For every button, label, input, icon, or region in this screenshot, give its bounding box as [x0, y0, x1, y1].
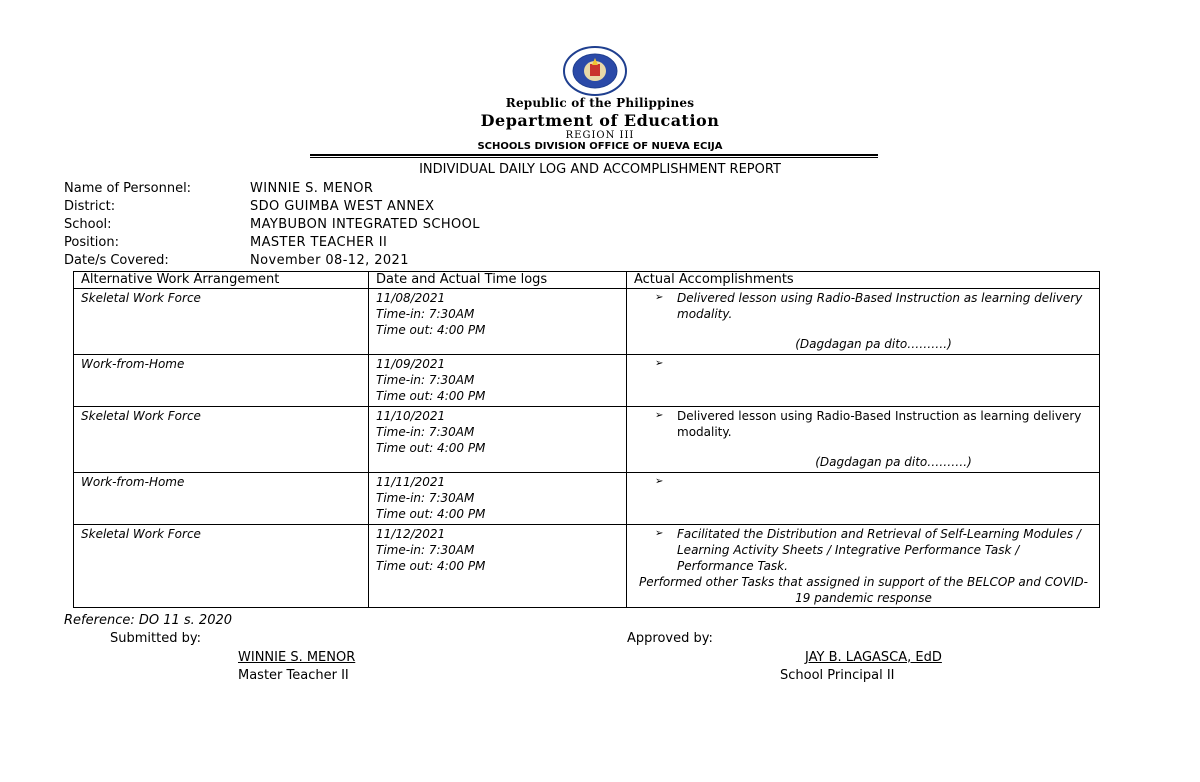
arrangement-cell: Work-from-Home	[74, 355, 369, 407]
accomplishment-cell	[627, 407, 1100, 473]
submitted-name: WINNIE S. MENOR	[238, 650, 356, 665]
time-out: Time out: 4:00 PM	[376, 323, 486, 337]
time-out: Time out: 4:00 PM	[376, 389, 486, 403]
time-in: Time-in: 7:30AM	[376, 373, 475, 387]
time-in: Time-in: 7:30AM	[376, 543, 475, 557]
accomplishment-text: Delivered lesson using Radio-Based Instruction as learning delivery modality.	[677, 409, 1082, 439]
name-value: WINNIE S. MENOR	[250, 181, 374, 196]
table-row	[74, 473, 1100, 525]
arrow-bullet-icon: ➢	[655, 358, 664, 369]
deped-seal-logo	[562, 46, 628, 96]
table-row	[74, 407, 1100, 473]
header-accomplishments: Actual Accomplishments	[627, 272, 1100, 289]
accomplishment-text: Facilitated the Distribution and Retrieval of Self-Learning Modules / Learning Activity Sheets / Integrative Performance Task / Performance Task.	[677, 527, 1081, 573]
list-item	[655, 356, 1092, 372]
date-value: 11/12/2021	[376, 527, 446, 541]
date-cell	[369, 525, 627, 608]
time-in: Time-in: 7:30AM	[376, 307, 475, 321]
school-label: School:	[64, 217, 112, 232]
arrangement-cell: Skeletal Work Force	[74, 525, 369, 608]
accomplishment-note: (Dagdagan pa dito……….)	[795, 337, 952, 351]
submitted-title: Master Teacher II	[238, 668, 349, 683]
table-row	[74, 289, 1100, 355]
table-row	[74, 355, 1100, 407]
dates-value: November 08-12, 2021	[250, 253, 409, 268]
position-value: MASTER TEACHER II	[250, 235, 388, 250]
department-name: Department of Education	[480, 111, 720, 130]
accomplishment-cell	[627, 355, 1100, 407]
accomplishment-cell	[627, 473, 1100, 525]
table-row	[74, 525, 1100, 608]
region-line: REGION III	[565, 130, 635, 141]
arrow-bullet-icon: ➢	[655, 410, 664, 421]
header-date-time: Date and Actual Time logs	[369, 272, 627, 289]
republic-line: Republic of the Philippines	[505, 96, 695, 110]
district-value: SDO GUIMBA WEST ANNEX	[250, 199, 435, 214]
list-item	[655, 290, 1092, 322]
daily-log-table	[73, 271, 1100, 608]
arrangement-cell: Skeletal Work Force	[74, 407, 369, 473]
header-rule	[310, 154, 878, 156]
arrow-bullet-icon: ➢	[655, 476, 664, 487]
date-cell	[369, 289, 627, 355]
list-item	[655, 474, 1092, 490]
arrangement-cell: Work-from-Home	[74, 473, 369, 525]
date-cell	[369, 407, 627, 473]
arrow-bullet-icon: ➢	[655, 528, 664, 539]
arrow-bullet-icon: ➢	[655, 292, 664, 303]
approved-name: JAY B. LAGASCA, EdD	[805, 650, 942, 665]
name-label: Name of Personnel:	[64, 181, 192, 196]
time-out: Time out: 4:00 PM	[376, 507, 486, 521]
district-label: District:	[64, 199, 116, 214]
time-out: Time out: 4:00 PM	[376, 441, 486, 455]
date-cell	[369, 355, 627, 407]
accomplishment-note: Performed other Tasks that assigned in support of the BELCOP and COVID-19 pandemic response	[639, 575, 1088, 605]
approved-title: School Principal II	[780, 668, 895, 683]
date-value: 11/10/2021	[376, 409, 446, 423]
date-cell	[369, 473, 627, 525]
submitted-label: Submitted by:	[110, 631, 201, 646]
date-value: 11/11/2021	[376, 475, 446, 489]
header-arrangement: Alternative Work Arrangement	[74, 272, 369, 289]
time-out: Time out: 4:00 PM	[376, 559, 486, 573]
report-title: INDIVIDUAL DAILY LOG AND ACCOMPLISHMENT REPORT	[419, 162, 781, 177]
accomplishment-note: (Dagdagan pa dito……….)	[815, 455, 972, 469]
arrangement-cell: Skeletal Work Force	[74, 289, 369, 355]
approved-label: Approved by:	[627, 631, 713, 646]
time-in: Time-in: 7:30AM	[376, 491, 475, 505]
date-value: 11/09/2021	[376, 357, 446, 371]
reference-text: Reference: DO 11 s. 2020	[64, 613, 233, 628]
position-label: Position:	[64, 235, 119, 250]
header-rule-thin	[310, 157, 878, 158]
accomplishment-text: Delivered lesson using Radio-Based Instruction as learning delivery modality.	[677, 291, 1083, 321]
division-line: SCHOOLS DIVISION OFFICE OF NUEVA ECIJA	[477, 141, 723, 152]
school-value: MAYBUBON INTEGRATED SCHOOL	[250, 217, 480, 232]
dates-label: Date/s Covered:	[64, 253, 169, 268]
accomplishment-cell	[627, 289, 1100, 355]
accomplishment-cell	[627, 525, 1100, 608]
date-value: 11/08/2021	[376, 291, 446, 305]
list-item	[655, 526, 1092, 574]
table-header-row	[74, 272, 1100, 289]
list-item	[655, 408, 1092, 440]
time-in: Time-in: 7:30AM	[376, 425, 475, 439]
